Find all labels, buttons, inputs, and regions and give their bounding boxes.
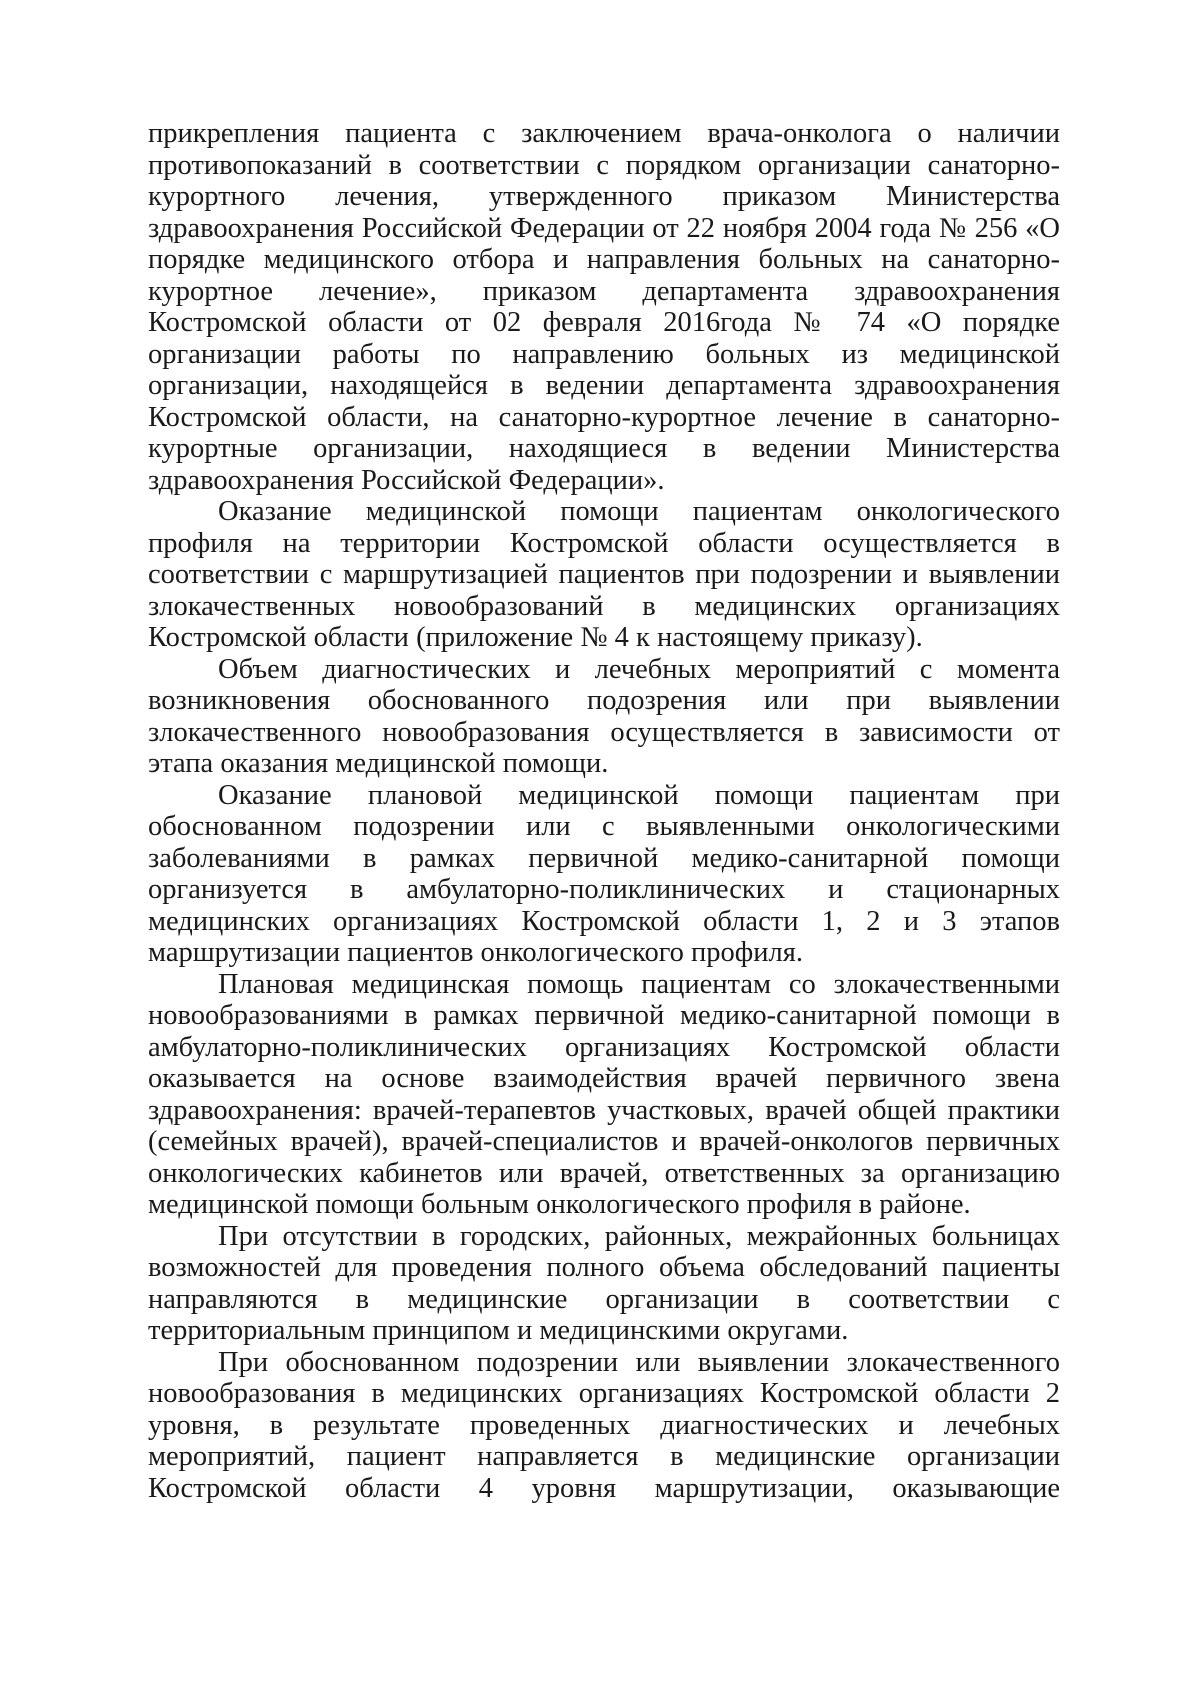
paragraph-6: При отсутствии в городских, районных, межрайонных больницах возможностей для проведения полного объема обследований пациенты направляются в медицинские организации в соответствии с территориальным принципом и медицинскими округами. (148, 1220, 1060, 1346)
document-body (148, 118, 1060, 1504)
paragraph-7: При обоснованном подозрении или выявлении злокачественного новообразования в медицинских организациях Костромской области 2 уровня, в результате проведенных диагностических и лечебных мероприятий, пациент направляется в медицинские организации Костромской области 4 уровня маршрутизации, оказывающие (148, 1346, 1060, 1504)
paragraph-4: Оказание плановой медицинской помощи пациентам при обоснованном подозрении или с выявленными онкологическими заболеваниями в рамках первичной медико-санитарной помощи организуется в амбулаторно-поликлинических и стационарных медицинских организациях Костромской области 1, 2 и 3 этапов маршрутизации пациентов онкологического профиля. (148, 779, 1060, 968)
paragraph-5: Плановая медицинская помощь пациентам со злокачественными новообразованиями в рамках первичной медико-санитарной помощи в амбулаторно-поликлинических организациях Костромской области оказывается на основе взаимодействия врачей первичного звена здравоохранения: врачей-терапевтов участковых, врачей общей практики (семейных врачей), врачей-специалистов и врачей-онкологов первичных онкологических кабинетов или врачей, ответственных за организацию медицинской помощи больным онкологического профиля в районе. (148, 968, 1060, 1220)
paragraph-2: Оказание медицинской помощи пациентам онкологического профиля на территории Костромской области осуществляется в соответствии с маршрутизацией пациентов при подозрении и выявлении злокачественных новообразований в медицинских организациях Костромской области (приложение № 4 к настоящему приказу). (148, 496, 1060, 653)
paragraph-3: Объем диагностических и лечебных мероприятий с момента возникновения обоснованного подозрения или при выявлении злокачественного новообразования осуществляется в зависимости от этапа оказания медицинской помощи. (148, 653, 1060, 779)
paragraph-1: прикрепления пациента с заключением врача-онколога о наличии противопоказаний в соответствии с порядком организации санаторно-курортного лечения, утвержденного приказом Министерства здравоохранения Российской Федерации от 22 ноября 2004 года № 256 «О порядке медицинского отбора и направления больных на санаторно-курортное лечение», приказом департамента здравоохранения Костромской области от 02 февраля 2016года № 74 «О порядке организации работы по направлению больных из медицинской организации, находящейся в ведении департамента здравоохранения Костромской области, на санаторно-курортное лечение в санаторно-курортные организации, находящиеся в ведении Министерства здравоохранения Российской Федерации». (148, 118, 1060, 496)
